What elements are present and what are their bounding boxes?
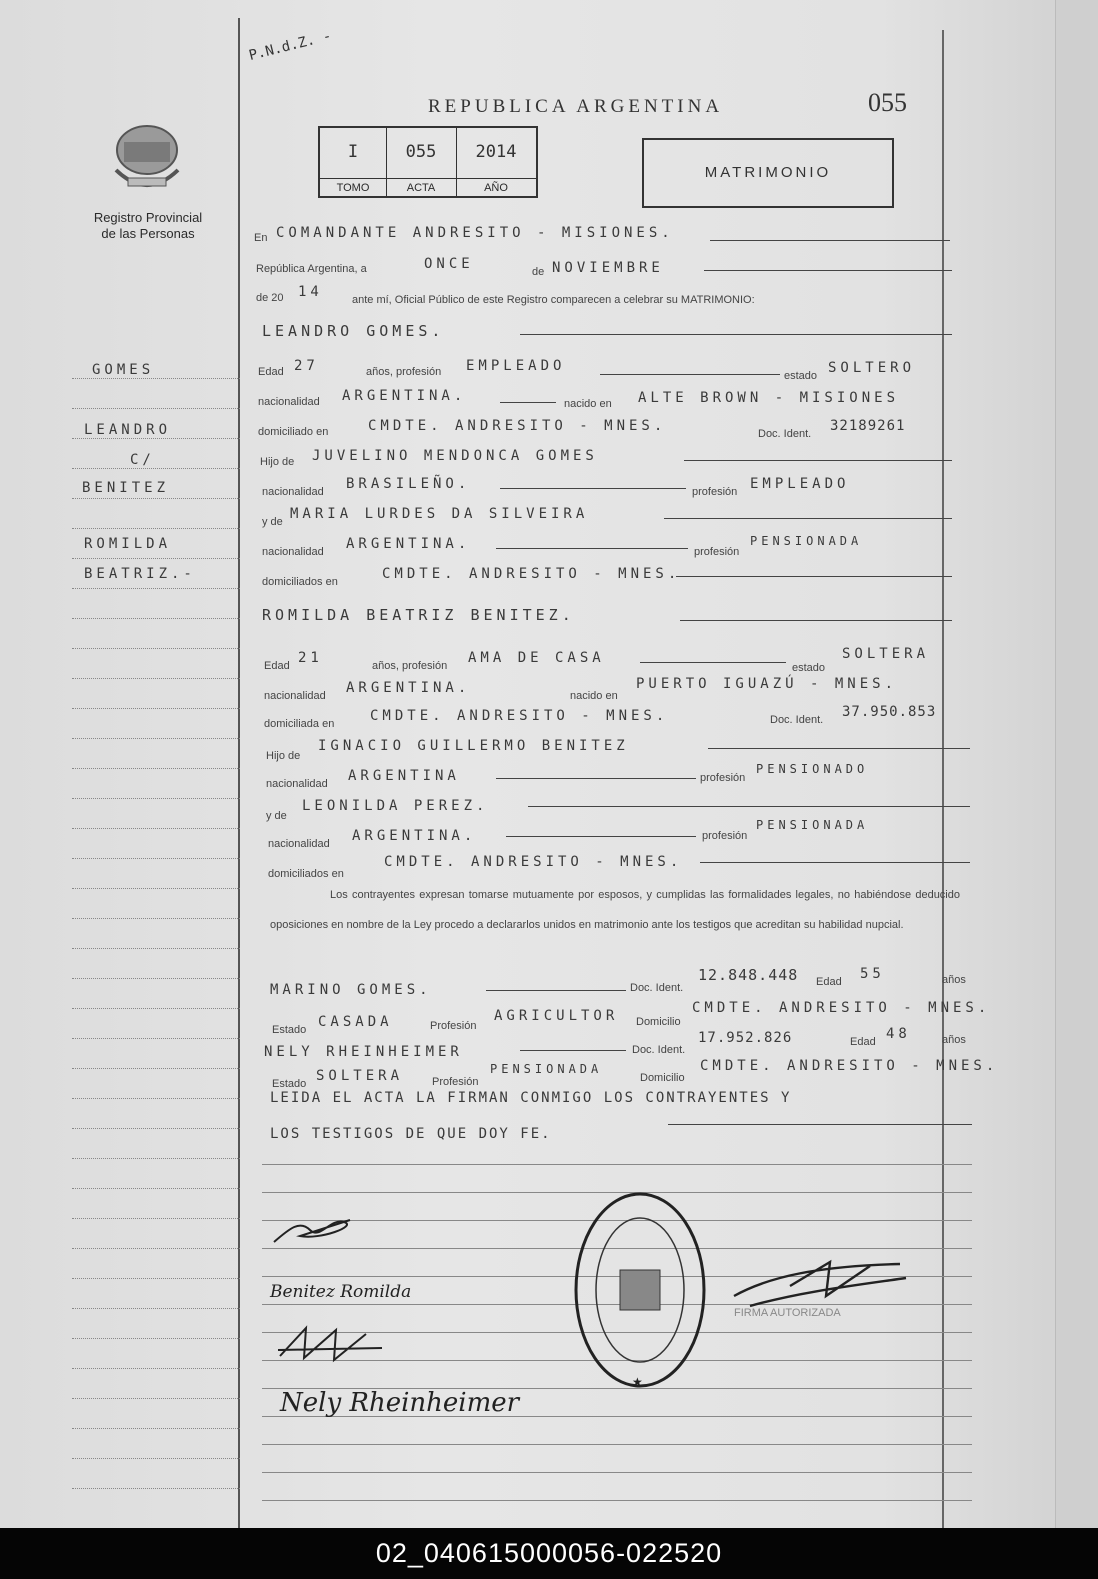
groom-mother-nac: ARGENTINA.: [346, 536, 471, 552]
declaration-text: Los contrayentes expresan tomarse mutuamente por esposos, y cumplidas las formalidades legales, no habiéndose deducido oposiciones en nombre de la Ley procedo a declararlos unidos en matrimonio ante los testigos que acreditan su habilidad nupcial.: [270, 889, 960, 931]
tomo-label: TOMO: [320, 178, 387, 197]
margin-dotted-line: [72, 1428, 240, 1429]
margin-dotted-line: [72, 438, 240, 439]
bride-father: IGNACIO GUILLERMO BENITEZ: [318, 738, 629, 754]
groom-profesion: EMPLEADO: [466, 358, 566, 374]
witness2-prof-label: Profesión: [432, 1076, 479, 1088]
margin-dotted-line: [72, 1128, 240, 1129]
year-suffix: 14: [298, 284, 323, 300]
svg-text:★: ★: [632, 1375, 643, 1389]
groom-mother: MARIA LURDES DA SILVEIRA: [290, 506, 589, 522]
margin-dotted-line: [72, 708, 240, 709]
groom-mother-label: y de: [262, 516, 283, 528]
margin-note: P.N.d.Z. -: [247, 28, 333, 64]
margin-dotted-line: [72, 1338, 240, 1339]
bride-nacido: PUERTO IGUAZÚ - MNES.: [636, 676, 898, 692]
groom-nac-label: nacionalidad: [258, 396, 320, 408]
groom-father-prof-label: profesión: [692, 486, 738, 498]
groom-estado-label: estado: [784, 370, 818, 382]
margin-dotted-line: [72, 408, 240, 409]
bride-estado-label: estado: [792, 662, 826, 674]
margin-dotted-line: [72, 1008, 240, 1009]
witness1-profesion: AGRICULTOR: [494, 1008, 619, 1024]
official-seal-icon: [572, 1190, 708, 1390]
witness1-doc: 12.848.448: [698, 966, 799, 984]
margin-dotted-line: [72, 1188, 240, 1189]
bride-doc-label: Doc. Ident.: [770, 714, 824, 726]
page-edge: [1055, 0, 1098, 1528]
witness2-doc: 17.952.826: [698, 1030, 793, 1046]
bride-mother: LEONILDA PEREZ.: [302, 798, 489, 814]
bride-mother-nac-label: nacionalidad: [268, 838, 330, 850]
org-name: [78, 210, 218, 242]
bride-father-label: Hijo de: [266, 750, 301, 762]
witness1-prof-label: Profesión: [430, 1020, 477, 1032]
witness1-domicilio: CMDTE. ANDRESITO - MNES.: [692, 1000, 991, 1016]
margin-dotted-line: [72, 498, 240, 499]
witness2-anos-label: años: [942, 1034, 966, 1046]
witness2-estado: SOLTERA: [316, 1068, 404, 1084]
margin-dotted-line: [72, 948, 240, 949]
marriage-day: ONCE: [424, 256, 474, 272]
groom-doc-label: Doc. Ident.: [758, 428, 812, 440]
margin-dotted-line: [72, 1488, 240, 1489]
org-line-2: de las Personas: [101, 226, 195, 241]
bride-parents-dom: CMDTE. ANDRESITO - MNES.: [384, 854, 683, 870]
provincial-crest-icon: [110, 120, 184, 198]
margin-name-2: LEANDRO: [84, 422, 172, 438]
country-title: REPUBLICA ARGENTINA: [428, 96, 724, 117]
margin-dotted-line: [72, 588, 240, 589]
anio-value: 2014: [475, 142, 517, 162]
margin-dotted-line: [72, 798, 240, 799]
margin-dotted-line: [72, 678, 240, 679]
bride-edad: 21: [298, 650, 323, 666]
bride-father-nac-label: nacionalidad: [266, 778, 328, 790]
signature-bride: Benitez Romilda: [270, 1282, 412, 1302]
groom-mother-nac-label: nacionalidad: [262, 546, 324, 558]
groom-dom-label: domiciliado en: [258, 426, 329, 438]
record-type-box: MATRIMONIO: [642, 138, 894, 208]
groom-mother-prof: PENSIONADA: [750, 534, 863, 548]
groom-father-prof: EMPLEADO: [750, 476, 850, 492]
en-label: En: [254, 232, 268, 244]
groom-father-nac: BRASILEÑO.: [346, 476, 471, 492]
witness1-dom-label: Domicilio: [636, 1016, 681, 1028]
margin-dotted-line: [72, 1458, 240, 1459]
witness2-doc-label: Doc. Ident.: [632, 1044, 686, 1056]
tomo-value: I: [347, 142, 359, 162]
groom-parents-dom-label: domiciliados en: [262, 576, 338, 588]
groom-father: JUVELINO MENDONCA GOMES: [312, 448, 598, 464]
groom-domicilio: CMDTE. ANDRESITO - MNES.: [368, 418, 667, 434]
margin-name-1: GOMES: [92, 362, 155, 378]
bride-anos-label: años, profesión: [372, 660, 448, 672]
de-label: de: [532, 266, 545, 278]
bride-father-prof: PENSIONADO: [756, 762, 869, 776]
witness2-estado-label: Estado: [272, 1078, 307, 1090]
closing-line-1: LEIDA EL ACTA LA FIRMAN CONMIGO LOS CONTRAYENTES Y: [270, 1090, 792, 1106]
margin-dotted-line: [72, 1308, 240, 1309]
witness2-domicilio: CMDTE. ANDRESITO - MNES.: [700, 1058, 999, 1074]
signature-groom: [270, 1210, 360, 1250]
bride-nacionalidad: ARGENTINA.: [346, 680, 471, 696]
margin-dotted-line: [72, 1038, 240, 1039]
margin-dotted-line: [72, 918, 240, 919]
acta-cell: [386, 128, 457, 178]
margin-dotted-line: [72, 1368, 240, 1369]
bride-name: ROMILDA BEATRIZ BENITEZ.: [262, 606, 575, 624]
groom-parents-dom: CMDTE. ANDRESITO - MNES.: [382, 566, 681, 582]
official-signature: [730, 1256, 910, 1346]
margin-name-3: C/: [130, 452, 155, 468]
year-prefix: de 20: [256, 292, 284, 304]
margin-dotted-line: [72, 1218, 240, 1219]
ruled-line: [262, 1500, 972, 1501]
witness2-edad-label: Edad: [850, 1036, 876, 1048]
bride-father-nac: ARGENTINA: [348, 768, 460, 784]
tomo-cell: [320, 128, 387, 178]
margin-dotted-line: [72, 528, 240, 529]
ruled-line: [262, 1444, 972, 1445]
witness1-edad: 55: [860, 966, 885, 982]
margin-dotted-line: [72, 1278, 240, 1279]
acta-label: ACTA: [386, 178, 457, 197]
witness2-name: NELY RHEINHEIMER: [264, 1044, 463, 1060]
bride-parents-dom-label: domiciliados en: [268, 868, 344, 880]
margin-dotted-line: [72, 978, 240, 979]
groom-anos-label: años, profesión: [366, 366, 442, 378]
bride-mother-nac: ARGENTINA.: [352, 828, 477, 844]
margin-dotted-line: [72, 1398, 240, 1399]
acta-value: 055: [405, 142, 437, 162]
witness1-doc-label: Doc. Ident.: [630, 982, 684, 994]
marriage-place: COMANDANTE ANDRESITO - MISIONES.: [276, 225, 674, 241]
bride-father-prof-label: profesión: [700, 772, 746, 784]
groom-nacido-label: nacido en: [564, 398, 612, 410]
signature-witness2: Nely Rheinheimer: [280, 1388, 520, 1418]
bride-domicilio: CMDTE. ANDRESITO - MNES.: [370, 708, 669, 724]
bride-mother-prof: PENSIONADA: [756, 818, 869, 832]
document-id-footer: 02_040615000056-022520: [0, 1528, 1098, 1579]
bride-estado: SOLTERA: [842, 646, 930, 662]
groom-doc: 32189261: [830, 418, 906, 434]
margin-name-6: BEATRIZ.-: [84, 566, 196, 582]
bride-mother-prof-label: profesión: [702, 830, 748, 842]
margin-line: [238, 18, 240, 1528]
witness1-name: MARINO GOMES.: [270, 982, 432, 998]
margin-dotted-line: [72, 648, 240, 649]
witness1-estado: CASADA: [318, 1014, 393, 1030]
groom-estado: SOLTERO: [828, 360, 916, 376]
margin-dotted-line: [72, 618, 240, 619]
bride-nac-label: nacionalidad: [264, 690, 326, 702]
margin-name-5: ROMILDA: [84, 536, 172, 552]
groom-father-label: Hijo de: [260, 456, 295, 468]
witness1-estado-label: Estado: [272, 1024, 307, 1036]
bride-doc: 37.950.853: [842, 704, 937, 720]
witness1-edad-label: Edad: [816, 976, 842, 988]
ruled-line: [262, 1472, 972, 1473]
margin-dotted-line: [72, 558, 240, 559]
witness2-edad: 48: [886, 1026, 911, 1042]
groom-father-nac-label: nacionalidad: [262, 486, 324, 498]
groom-name: LEANDRO GOMES.: [262, 322, 445, 340]
groom-mother-prof-label: profesión: [694, 546, 740, 558]
groom-edad-label: Edad: [258, 366, 284, 378]
margin-dotted-line: [72, 738, 240, 739]
closing-line-2: LOS TESTIGOS DE QUE DOY FE.: [270, 1126, 552, 1142]
witness2-profesion: PENSIONADA: [490, 1062, 603, 1076]
svg-text:FIRMA AUTORIZADA: FIRMA AUTORIZADA: [734, 1307, 841, 1319]
bride-edad-label: Edad: [264, 660, 290, 672]
margin-name-4: BENITEZ: [82, 480, 170, 496]
margin-dotted-line: [72, 1158, 240, 1159]
bride-dom-label: domiciliada en: [264, 718, 335, 730]
page-number: 055: [868, 88, 907, 117]
margin-dotted-line: [72, 468, 240, 469]
signature-witness1: [276, 1320, 386, 1370]
bride-mother-label: y de: [266, 810, 287, 822]
margin-dotted-line: [72, 1068, 240, 1069]
org-line-1: Registro Provincial: [93, 210, 203, 225]
bride-nacido-label: nacido en: [570, 690, 618, 702]
witness1-anos-label: años: [942, 974, 966, 986]
groom-edad: 27: [294, 358, 319, 374]
margin-dotted-line: [72, 1098, 240, 1099]
bride-profesion: AMA DE CASA: [468, 650, 605, 666]
margin-dotted-line: [72, 858, 240, 859]
margin-dotted-line: [72, 888, 240, 889]
margin-dotted-line: [72, 378, 240, 379]
margin-dotted-line: [72, 768, 240, 769]
ruled-line: [262, 1164, 972, 1165]
anio-cell: [456, 128, 536, 178]
anio-label: AÑO: [456, 178, 536, 197]
republica-label: República Argentina, a: [256, 263, 367, 275]
registry-table: [318, 126, 538, 198]
intro-text: ante mí, Oficial Público de este Registro comparecen a celebrar su MATRIMONIO:: [352, 294, 755, 306]
margin-dotted-line: [72, 1248, 240, 1249]
margin-dotted-line: [72, 828, 240, 829]
marriage-month: NOVIEMBRE: [552, 260, 664, 276]
groom-nacionalidad: ARGENTINA.: [342, 388, 467, 404]
witness2-dom-label: Domicilio: [640, 1072, 685, 1084]
groom-nacido: ALTE BROWN - MISIONES: [638, 390, 900, 406]
